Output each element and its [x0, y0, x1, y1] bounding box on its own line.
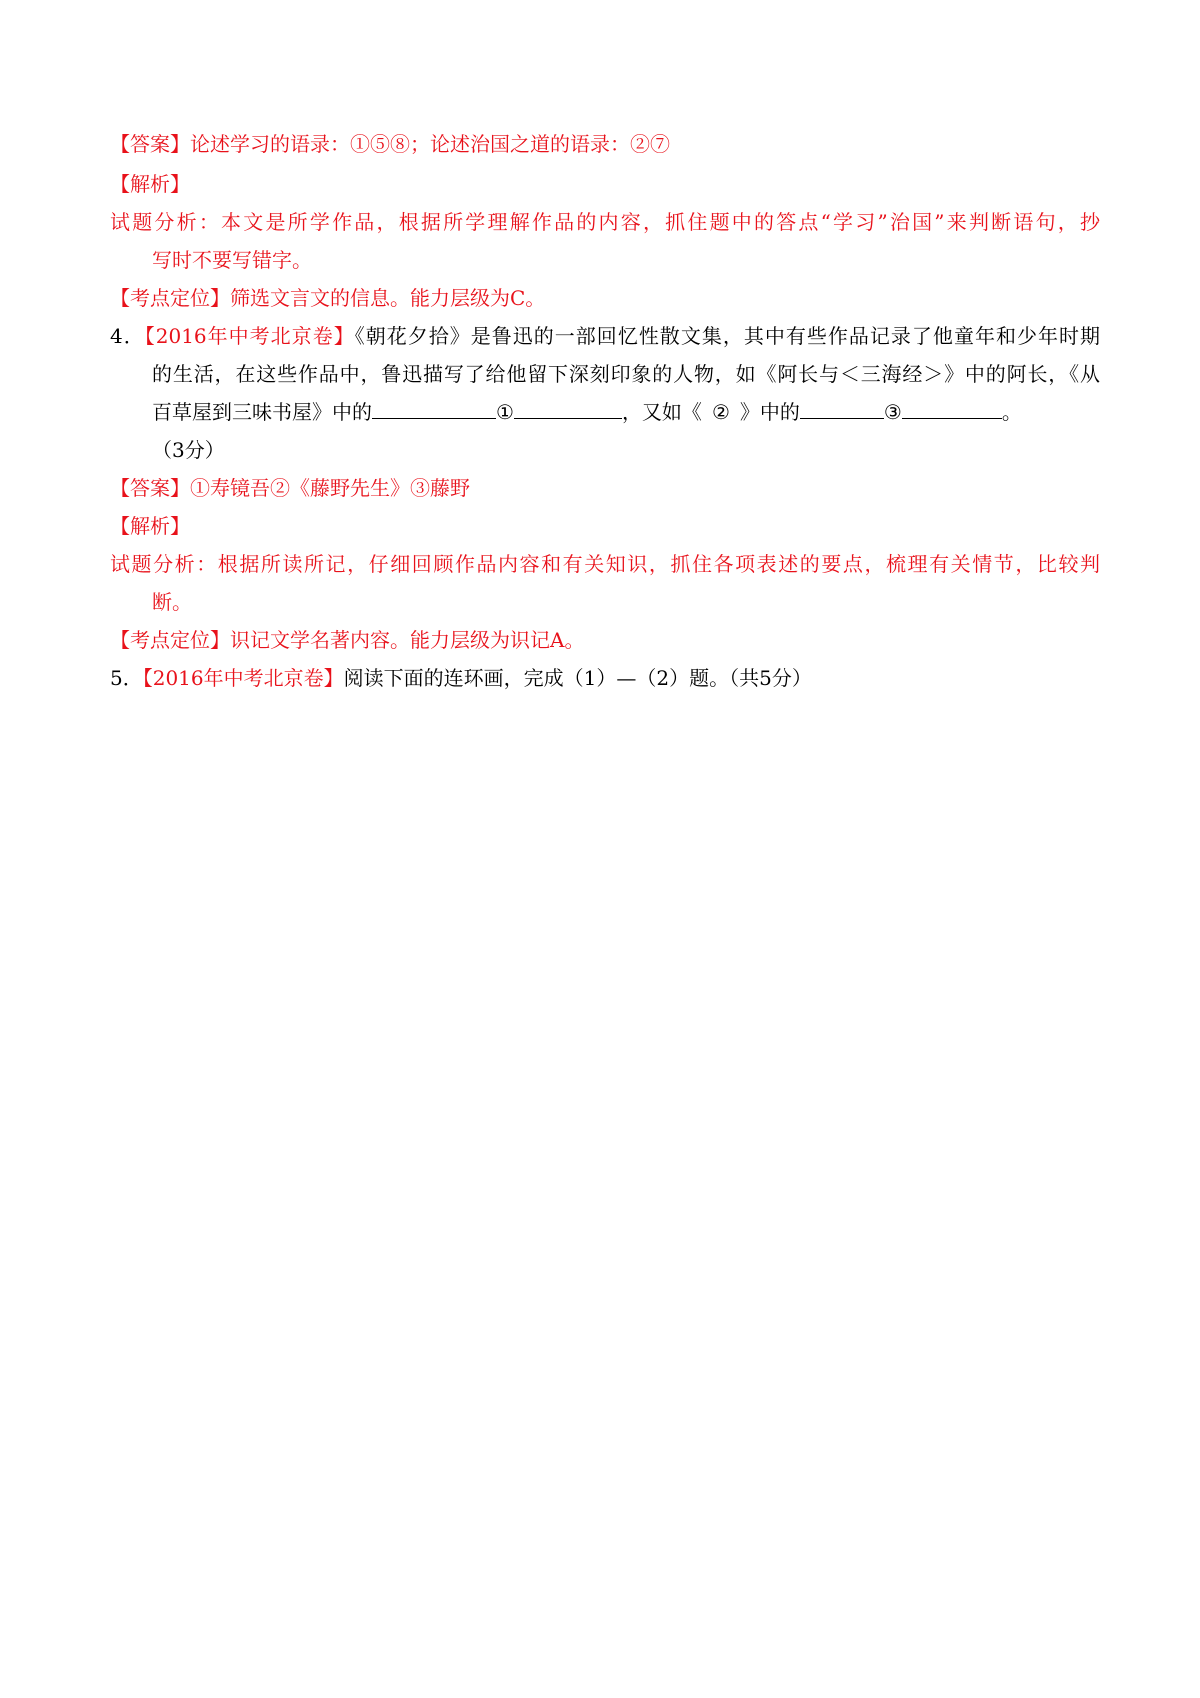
q5-source: 【2016年中考北京卷】	[142, 666, 344, 690]
q4-stem-text3a: 百草屋到三味书屋》中的	[152, 400, 372, 424]
q4-stem-line2: 的生活，在这些作品中，鲁迅描写了给他留下深刻印象的人物，如《阿长与＜三海经＞》中的阿长，《从	[152, 362, 1100, 386]
q3-answer-tag: 【答案】	[110, 132, 190, 156]
q3-answer-text: 论述学习的语录：①⑤⑧；论述治国之道的语录：②⑦	[190, 132, 670, 156]
q4-mark-2: ②	[711, 400, 730, 424]
q3-analysis-line2: 写时不要写错字。	[152, 248, 312, 272]
q4-kaodian-text: 识记文学名著内容。能力层级为识记A。	[230, 628, 585, 652]
q4-stem-text3b: ，又如《	[621, 400, 702, 424]
q3-kaodian-tag: 【考点定位】	[110, 286, 230, 310]
q5-stem-line	[110, 664, 812, 692]
q4-stem-text3c: 》中的	[739, 400, 800, 424]
q3-answer-line	[110, 130, 670, 158]
q4-blank-3a	[800, 400, 884, 419]
q4-number: 4．	[110, 324, 145, 348]
q4-analysis-tag: 【解析】	[110, 514, 190, 538]
q4-kaodian-tag: 【考点定位】	[110, 628, 230, 652]
q4-score: （3分）	[152, 438, 225, 462]
q4-analysis-line1: 试题分析：根据所读所记，仔细回顾作品内容和有关知识，抓住各项表述的要点，梳理有关情节，比较判	[110, 552, 1100, 576]
q4-answer-line	[110, 474, 470, 502]
q4-answer-text: ①寿镜吾②《藤野先生》③藤野	[190, 476, 470, 500]
q3-kaodian-line	[110, 284, 545, 312]
q4-mark-1: ①	[496, 400, 514, 424]
q4-blank-1a	[372, 400, 496, 419]
q4-analysis-line2: 断。	[152, 590, 192, 614]
q4-stem-line1	[110, 322, 1100, 350]
q5-number: 5．	[110, 666, 143, 690]
q4-source: 【2016年中考北京卷】	[144, 324, 355, 348]
q5-stem-text: 阅读下面的连环画，完成（1）—（2）题。（共5分）	[343, 666, 812, 690]
q4-blank-1b	[514, 400, 622, 419]
q3-analysis-line1: 试题分析：本文是所学作品，根据所学理解作品的内容，抓住题中的答点“学习”治国”来判断语句，抄	[110, 210, 1100, 234]
q4-stem-end: 。	[1001, 400, 1022, 424]
q4-kaodian-line	[110, 626, 584, 654]
q4-blank-3b	[902, 400, 1002, 419]
q4-stem-line3	[152, 398, 1022, 426]
q3-analysis-tag: 【解析】	[110, 172, 190, 196]
q4-stem-text1: 《朝花夕拾》是鲁迅的一部回忆性散文集，其中有些作品记录了他童年和少年时期	[354, 324, 1100, 348]
q4-mark-3: ③	[883, 400, 902, 424]
q3-kaodian-text: 筛选文言文的信息。能力层级为C。	[230, 286, 546, 310]
q4-answer-tag: 【答案】	[110, 476, 190, 500]
